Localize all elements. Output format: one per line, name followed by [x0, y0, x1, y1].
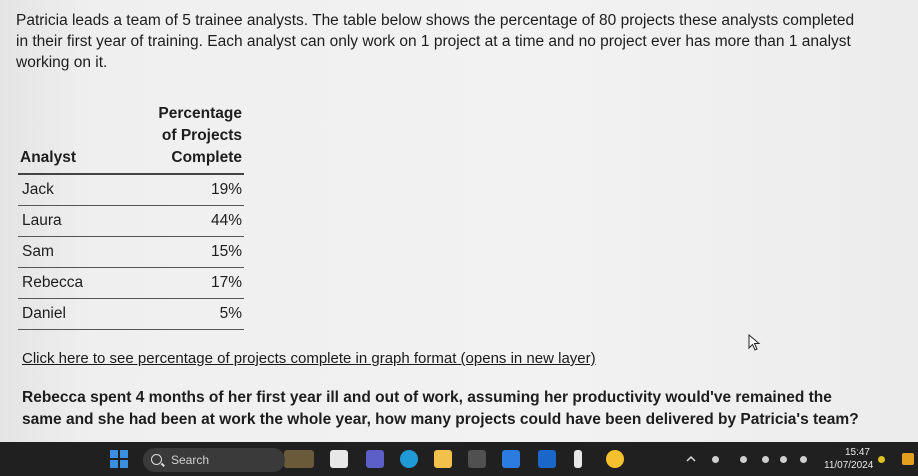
search-label: Search [171, 453, 210, 467]
table-row [18, 299, 244, 330]
clock-time: 15:47 [844, 447, 870, 458]
question-line-2: same and she had been at work the whole year, how many projects could have been delivered by Patricia's team? [22, 411, 859, 428]
analyst-name: Daniel [18, 299, 134, 330]
analyst-percentage: 5% [134, 299, 244, 330]
onedrive-icon[interactable] [740, 456, 747, 463]
system-clock[interactable] [824, 446, 874, 472]
volume-icon[interactable] [780, 456, 787, 463]
table-row [18, 206, 244, 237]
store-icon[interactable] [330, 450, 348, 468]
taskbar [0, 442, 918, 476]
pen-icon[interactable] [574, 450, 582, 468]
header-analyst: Analyst [18, 103, 134, 174]
analyst-percentage: 15% [134, 237, 244, 268]
graph-format-link[interactable]: Click here to see percentage of projects complete in graph format (opens in new layer) [22, 350, 596, 367]
analyst-name: Laura [18, 206, 134, 237]
analyst-name: Sam [18, 237, 134, 268]
intro-line-1: Patricia leads a team of 5 trainee analysts. The table below shows the percentage of 80 projects these analysts completed [16, 12, 855, 29]
table-row [18, 268, 244, 299]
chrome-icon[interactable] [606, 450, 624, 468]
battery-icon[interactable] [800, 456, 807, 463]
wifi-icon[interactable] [762, 456, 769, 463]
file-explorer-icon[interactable] [434, 450, 452, 468]
analyst-percentage: 17% [134, 268, 244, 299]
search-icon [151, 454, 162, 465]
outlook-icon[interactable] [538, 450, 556, 468]
analyst-percentage: 44% [134, 206, 244, 237]
analyst-table [18, 103, 244, 330]
windows-start-icon[interactable] [110, 450, 128, 468]
table-header-row [18, 103, 244, 174]
cloud-icon[interactable] [712, 456, 719, 463]
taskbar-search-input[interactable] [143, 448, 285, 472]
question-line-1: Rebecca spent 4 months of her first year ill and out of work, assuming her productivity would've remained the [22, 389, 832, 406]
teams-icon[interactable] [366, 450, 384, 468]
header-percentage-line-1: Percentage [158, 105, 242, 122]
mail-icon[interactable] [502, 450, 520, 468]
header-percentage [134, 103, 244, 174]
edge-icon[interactable] [400, 450, 418, 468]
mouse-cursor-icon [748, 334, 762, 352]
header-percentage-line-3: Complete [171, 149, 242, 166]
header-percentage-line-2: of Projects [161, 127, 242, 144]
analyst-name: Jack [18, 174, 134, 206]
intro-text [16, 10, 896, 73]
intro-line-3: working on it. [16, 54, 108, 71]
table-row [18, 174, 244, 206]
intro-line-2: in their first year of training. Each analyst can only work on 1 project at a time and no project ever has more than 1 analyst [16, 33, 851, 50]
table-row [18, 237, 244, 268]
widgets-icon[interactable] [284, 450, 314, 468]
notification-icon[interactable] [878, 456, 885, 463]
chevron-up-icon[interactable] [686, 455, 696, 463]
analyst-name: Rebecca [18, 268, 134, 299]
copilot-icon[interactable] [902, 453, 914, 465]
clock-date: 11/07/2024 [824, 460, 874, 471]
calculator-icon[interactable] [468, 450, 486, 468]
analyst-percentage: 19% [134, 174, 244, 206]
question-text [22, 387, 892, 431]
